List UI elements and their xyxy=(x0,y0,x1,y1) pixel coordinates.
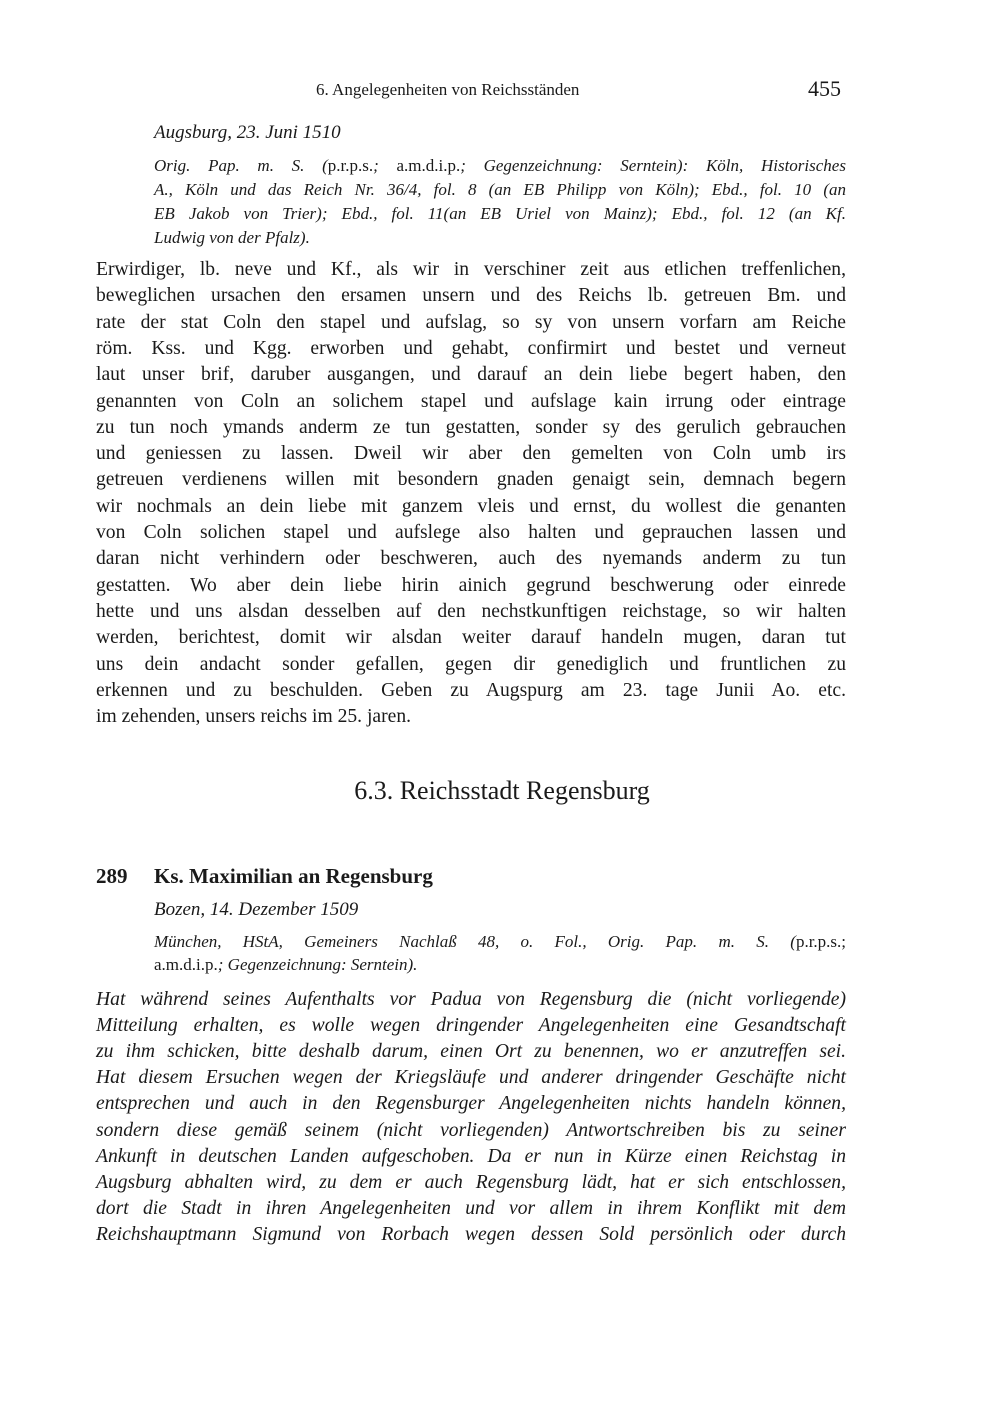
text-line: daran nicht verhindern oder beschweren, auch des nyemands anderm zu tun xyxy=(96,548,846,570)
text-line: uns dein andacht sonder gefallen, gegen dir genediglich und fruntlichen zu xyxy=(96,653,846,675)
text-line: röm. Kss. und Kgg. erworben und gehabt, confirmirt und bestet und verneut xyxy=(96,337,846,359)
text-line: rate der stat Coln den stapel und aufslag, so sy von unsern vorfarn am Reiche xyxy=(96,311,846,333)
doc-citation-line: A., Köln und das Reich Nr. 36/4, fol. 8 (an EB Philipp von Köln); Ebd., fol. 10 (an xyxy=(154,180,846,199)
text-line: genannten von Coln an solichem stapel und aufslage kain irrung oder eintrage xyxy=(96,390,846,412)
running-header: 6. Angelegenheiten von Reichsständen xyxy=(316,80,580,99)
doc-citation-line: EB Jakob von Trier); Ebd., fol. 11(an EB Uriel von Mainz); Ebd., fol. 12 (an Kf. xyxy=(154,204,846,223)
text-line: zu ihm schicken, bitte deshalb darum, einen Ort zu benennen, wo er anzutreffen sei. xyxy=(96,1041,846,1063)
text-line: Hat diesem Ersuchen wegen der Kriegsläufe und anderer dringender Geschäfte nicht xyxy=(96,1067,846,1089)
text-line: zu tun noch ymands anderm ze tun gestatten, sonder sy des gerulich gebrauchen xyxy=(96,416,846,438)
doc-date: Augsburg, 23. Juni 1510 xyxy=(154,122,341,143)
entry-number: 289 xyxy=(96,864,128,888)
section-title: 6.3. Reichsstadt Regensburg xyxy=(354,776,650,805)
doc-citation-line: München, HStA, Gemeiners Nachlaß 48, o. Fol., Orig. Pap. m. S. (p.r.p.s.; xyxy=(154,932,846,951)
text-line: getreuen verdienens willen mit besondern gnaden genaigt sein, demnach begern xyxy=(96,469,846,491)
page-number: 455 xyxy=(808,76,841,101)
entry-title-text: Ks. Maximilian an Regensburg xyxy=(154,864,433,888)
text-line: Reichshauptmann Sigmund von Rorbach wegen dessen Sold persönlich oder durch xyxy=(96,1223,846,1245)
text-line: gestatten. Wo aber dein liebe hirin ainich gegrund beschwerung oder einrede xyxy=(96,574,846,596)
text-line: von Coln solichen stapel und aufslege also halten und geprauchen lassen und xyxy=(96,522,846,543)
text-line: laut unser brif, daruber ausgangen, und darauf an dein liebe begert haben, den xyxy=(96,364,846,386)
doc-citation-line: Ludwig von der Pfalz). xyxy=(154,228,310,247)
doc-citation-line: a.m.d.i.p.; Gegenzeichnung: Serntein). xyxy=(154,955,418,974)
text-line: dort die Stadt in ihren Angelegenheiten und vor allem in ihrem Konflikt mit dem xyxy=(96,1197,846,1219)
doc-citation-line: Orig. Pap. m. S. (p.r.p.s.; a.m.d.i.p.; Gegenzeichnung: Serntein): Köln, Historisches xyxy=(154,156,846,175)
text-line: entsprechen und auch in den Regensburger Angelegenheiten nichts handeln können, xyxy=(96,1093,846,1115)
text-line: beweglichen ursachen den ersamen unsern und des Reichs lb. getreuen Bm. und xyxy=(96,285,846,307)
text-line: im zehenden, unsers reichs im 25. jaren. xyxy=(96,706,412,728)
text-line: sondern diese gemäß seinem (nicht vorliegenden) Antwortschreiben bis zu seiner xyxy=(96,1119,846,1141)
text-line: Mitteilung erhalten, es wolle wegen dringender Angelegenheiten eine Gesandtschaft xyxy=(96,1015,846,1037)
text-line: Augsburg abhalten wird, zu dem er auch Regensburg lädt, hat er sich entschlossen, xyxy=(96,1171,846,1193)
text-line: erkennen und zu beschulden. Geben zu Augspurg am 23. tage Junii Ao. etc. xyxy=(96,679,846,701)
text-line: Erwirdiger, lb. neve und Kf., als wir in verschiner zeit aus etlichen treffenlichen, xyxy=(96,259,846,280)
text-line: hette und uns alsdan desselben auf den nechstkunftigen reichstage, so wir halten xyxy=(96,600,846,622)
text-line: und geniessen zu lassen. Dweil wir aber den gemelten von Coln umb irs xyxy=(96,443,846,465)
entry-title xyxy=(96,864,433,889)
text-line: wir nochmals an dein liebe mit ganzem vleis und ernst, du wollest die genanten xyxy=(96,495,846,517)
doc-date: Bozen, 14. Dezember 1509 xyxy=(154,899,359,920)
text-line: werden, berichtest, domit wir alsdan weiter darauf handeln mugen, daran tut xyxy=(96,627,846,649)
text-line: Ankunft in deutschen Landen aufgeschoben. Da er nun in Kürze einen Reichstag in xyxy=(96,1145,846,1167)
text-line: Hat während seines Aufenthalts vor Padua von Regensburg die (nicht vorliegende) xyxy=(96,989,846,1010)
